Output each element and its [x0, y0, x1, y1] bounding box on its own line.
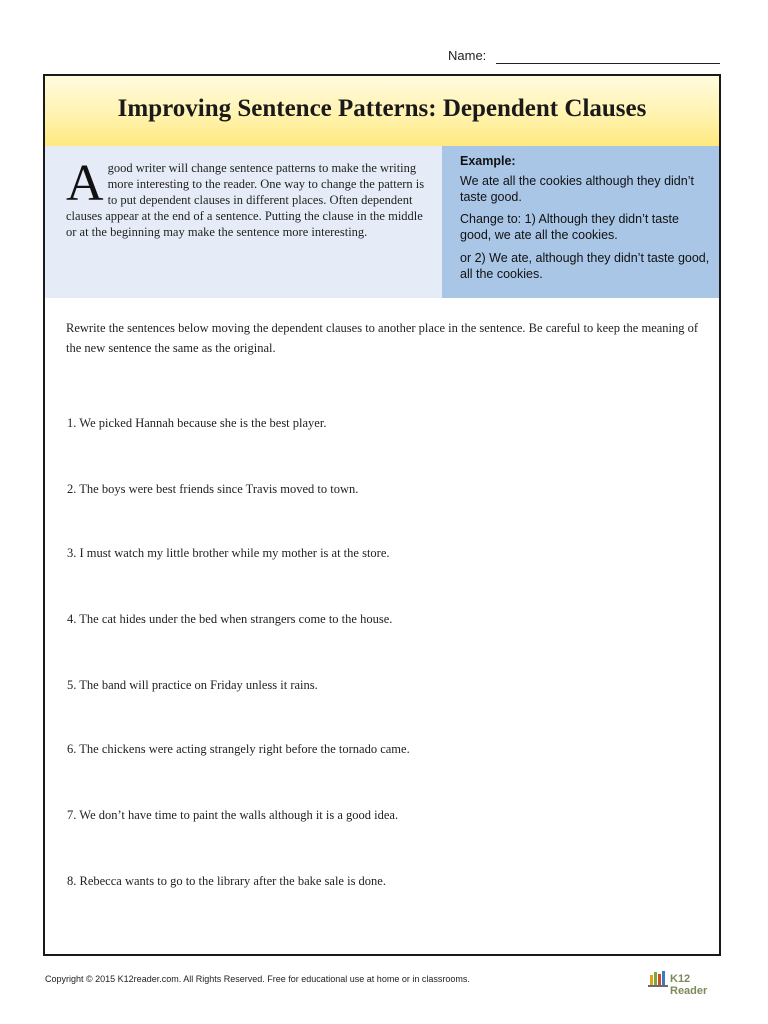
logo-text: K12 Reader [670, 973, 708, 997]
name-field[interactable] [448, 48, 724, 66]
example-box [442, 146, 719, 298]
name-label: Name: [448, 48, 487, 63]
exercise-item: 7. We don’t have time to paint the walls although it is a good idea. [67, 808, 399, 822]
name-blank-line[interactable] [496, 63, 720, 64]
exercise-item: 1. We picked Hannah because she is the best player. [67, 416, 327, 430]
instructions: Rewrite the sentences below moving the dependent clauses to another place in the sentence. Be careful to keep the meaning of the new sentence the same as the original. [66, 321, 699, 355]
books-icon [648, 969, 670, 987]
exercise-item: 8. Rebecca wants to go to the library after the bake sale is done. [67, 874, 386, 888]
exercise-item: 6. The chickens were acting strangely right before the tornado came. [67, 742, 410, 756]
example-original: We ate all the cookies although they didn’t taste good. [460, 174, 694, 204]
title-band [45, 76, 719, 147]
drop-cap: A [66, 155, 104, 212]
exercise-item: 4. The cat hides under the bed when strangers come to the house. [67, 612, 393, 626]
worksheet-frame [43, 74, 721, 956]
intro-paragraph [66, 155, 434, 240]
copyright-text: Copyright © 2015 K12reader.com. All Rights Reserved. Free for educational use at home or in classrooms. [45, 974, 470, 984]
exercise-item: 3. I must watch my little brother while my mother is at the store. [67, 546, 390, 560]
example-change-1: Change to: 1) Although they didn’t taste good, we ate all the cookies. [460, 212, 679, 242]
example-change-2: or 2) We ate, although they didn’t taste good, all the cookies. [460, 251, 710, 281]
example-heading: Example: [460, 154, 516, 168]
intro-text: good writer will change sentence patterns to make the writing more interesting to the reader. One way to change the pattern is to put dependent clauses in different places. Often dependent clauses appear at the end of a sentence. Putting the clause in the middle or at the beginning may make the sentence more interesting. [66, 161, 425, 239]
exercise-item: 2. The boys were best friends since Travis moved to town. [67, 482, 359, 496]
exercise-item: 5. The band will practice on Friday unless it rains. [67, 678, 318, 692]
page-title: Improving Sentence Patterns: Dependent Clauses [117, 95, 647, 122]
k12-reader-logo [648, 969, 728, 997]
